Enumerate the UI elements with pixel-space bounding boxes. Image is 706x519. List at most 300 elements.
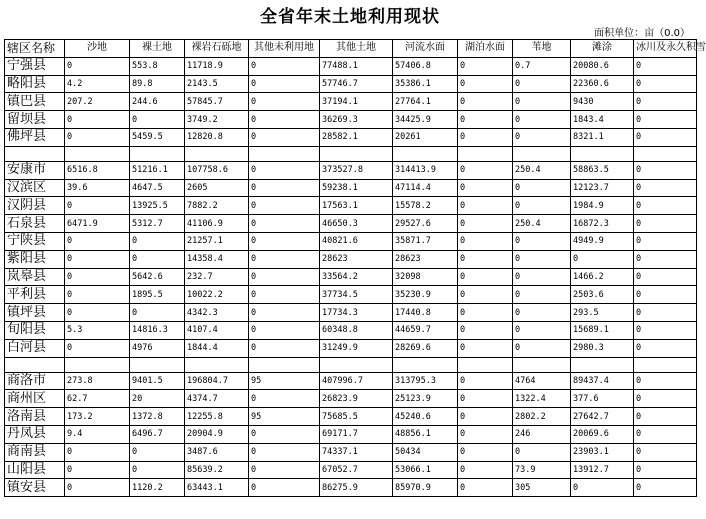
- value-cell: 17563.1: [320, 197, 393, 215]
- table-row: [5, 372, 697, 390]
- table-row: [5, 128, 697, 146]
- value-cell: 51216.1: [130, 161, 185, 179]
- value-cell: 57746.7: [320, 75, 393, 93]
- value-cell: 0: [634, 250, 697, 268]
- value-cell: 0: [458, 179, 513, 197]
- value-cell: 89.8: [130, 75, 185, 93]
- table-row: [5, 111, 697, 129]
- value-cell: 20080.6: [571, 57, 634, 75]
- value-cell: 20261: [393, 128, 458, 146]
- table-row: [5, 461, 697, 479]
- value-cell: 60348.8: [320, 321, 393, 339]
- value-cell: 0: [249, 443, 320, 461]
- district-name-cell: 汉阴县: [5, 197, 65, 215]
- value-cell: 0: [458, 215, 513, 233]
- district-name-cell: 紫阳县: [5, 250, 65, 268]
- value-cell: 69171.7: [320, 425, 393, 443]
- empty-cell: [130, 357, 185, 372]
- value-cell: 0: [634, 93, 697, 111]
- value-cell: 35871.7: [393, 232, 458, 250]
- value-cell: 10022.2: [185, 286, 249, 304]
- district-name-cell: 宁陕县: [5, 232, 65, 250]
- value-cell: 1120.2: [130, 479, 185, 497]
- value-cell: 57406.8: [393, 57, 458, 75]
- value-cell: 0: [513, 75, 571, 93]
- empty-cell: [513, 146, 571, 161]
- value-cell: 0: [513, 93, 571, 111]
- value-cell: 0: [571, 250, 634, 268]
- value-cell: 22360.6: [571, 75, 634, 93]
- value-cell: 9401.5: [130, 372, 185, 390]
- table-row: [5, 215, 697, 233]
- value-cell: 0: [65, 57, 130, 75]
- value-cell: 0: [513, 304, 571, 322]
- district-name-cell: 平利县: [5, 286, 65, 304]
- value-cell: 6516.8: [65, 161, 130, 179]
- value-cell: 0: [634, 425, 697, 443]
- value-cell: 0: [513, 128, 571, 146]
- value-cell: 4976: [130, 339, 185, 357]
- value-cell: 0: [634, 268, 697, 286]
- value-cell: 0: [458, 161, 513, 179]
- value-cell: 313795.3: [393, 372, 458, 390]
- value-cell: 17734.3: [320, 304, 393, 322]
- empty-cell: [571, 146, 634, 161]
- value-cell: 250.4: [513, 215, 571, 233]
- value-cell: 1466.2: [571, 268, 634, 286]
- value-cell: 0: [458, 425, 513, 443]
- empty-cell: [634, 357, 697, 372]
- column-header: 湖泊水面: [458, 40, 513, 58]
- value-cell: 0: [249, 128, 320, 146]
- value-cell: 0: [634, 57, 697, 75]
- value-cell: 47114.4: [393, 179, 458, 197]
- district-name-cell: 汉滨区: [5, 179, 65, 197]
- value-cell: 0: [249, 93, 320, 111]
- value-cell: 4949.9: [571, 232, 634, 250]
- value-cell: 407996.7: [320, 372, 393, 390]
- value-cell: 12255.8: [185, 408, 249, 426]
- value-cell: 0: [458, 128, 513, 146]
- value-cell: 0: [249, 197, 320, 215]
- column-header: 其他土地: [320, 40, 393, 58]
- value-cell: 0: [65, 304, 130, 322]
- value-cell: 0: [458, 197, 513, 215]
- column-header: 其他未利用地: [249, 40, 320, 58]
- value-cell: 0: [513, 250, 571, 268]
- value-cell: 0: [65, 479, 130, 497]
- value-cell: 0: [65, 128, 130, 146]
- value-cell: 0: [249, 250, 320, 268]
- empty-cell: [458, 357, 513, 372]
- value-cell: 0: [634, 304, 697, 322]
- empty-cell: [65, 146, 130, 161]
- value-cell: 25123.9: [393, 390, 458, 408]
- value-cell: 1984.9: [571, 197, 634, 215]
- value-cell: 39.6: [65, 179, 130, 197]
- table-row: [5, 443, 697, 461]
- value-cell: 4374.7: [185, 390, 249, 408]
- value-cell: 0: [130, 250, 185, 268]
- empty-cell: [513, 357, 571, 372]
- district-name-cell: 商州区: [5, 390, 65, 408]
- value-cell: 0: [458, 443, 513, 461]
- value-cell: 377.6: [571, 390, 634, 408]
- column-header: 辖区名称: [5, 40, 65, 58]
- value-cell: 4107.4: [185, 321, 249, 339]
- value-cell: 0: [634, 390, 697, 408]
- value-cell: 0: [634, 111, 697, 129]
- value-cell: 0: [458, 321, 513, 339]
- value-cell: 36269.3: [320, 111, 393, 129]
- district-name-cell: 丹凤县: [5, 425, 65, 443]
- value-cell: 89437.4: [571, 372, 634, 390]
- value-cell: 232.7: [185, 268, 249, 286]
- page-title: 全省年末土地利用现状: [260, 7, 440, 27]
- value-cell: 12123.7: [571, 179, 634, 197]
- value-cell: 0: [249, 268, 320, 286]
- value-cell: 0: [65, 197, 130, 215]
- value-cell: 0: [458, 93, 513, 111]
- value-cell: 0: [130, 111, 185, 129]
- value-cell: 95: [249, 408, 320, 426]
- value-cell: 0: [513, 268, 571, 286]
- value-cell: 85639.2: [185, 461, 249, 479]
- value-cell: 0: [458, 111, 513, 129]
- table-row: [5, 304, 697, 322]
- value-cell: 1322.4: [513, 390, 571, 408]
- value-cell: 77488.1: [320, 57, 393, 75]
- value-cell: 293.5: [571, 304, 634, 322]
- value-cell: 45240.6: [393, 408, 458, 426]
- value-cell: 0: [634, 179, 697, 197]
- value-cell: 28623: [320, 250, 393, 268]
- value-cell: 63443.1: [185, 479, 249, 497]
- value-cell: 0: [513, 232, 571, 250]
- value-cell: 207.2: [65, 93, 130, 111]
- empty-cell: [458, 146, 513, 161]
- table-row: [5, 179, 697, 197]
- value-cell: 15689.1: [571, 321, 634, 339]
- value-cell: 250.4: [513, 161, 571, 179]
- value-cell: 273.8: [65, 372, 130, 390]
- value-cell: 0: [634, 215, 697, 233]
- value-cell: 0: [249, 179, 320, 197]
- value-cell: 0: [249, 161, 320, 179]
- table-row: [5, 250, 697, 268]
- value-cell: 3749.2: [185, 111, 249, 129]
- value-cell: 53066.1: [393, 461, 458, 479]
- value-cell: 28582.1: [320, 128, 393, 146]
- value-cell: 2980.3: [571, 339, 634, 357]
- district-name-cell: 岚皋县: [5, 268, 65, 286]
- district-name-cell: 旬阳县: [5, 321, 65, 339]
- value-cell: 27642.7: [571, 408, 634, 426]
- value-cell: 553.8: [130, 57, 185, 75]
- empty-cell: [571, 357, 634, 372]
- value-cell: 0: [65, 443, 130, 461]
- value-cell: 0: [458, 304, 513, 322]
- value-cell: 0: [458, 408, 513, 426]
- value-cell: 0: [513, 321, 571, 339]
- empty-cell: [5, 146, 65, 161]
- value-cell: 107758.6: [185, 161, 249, 179]
- column-header: 滩涂: [571, 40, 634, 58]
- value-cell: 0: [249, 304, 320, 322]
- value-cell: 1372.8: [130, 408, 185, 426]
- value-cell: 31249.9: [320, 339, 393, 357]
- district-name-cell: 宁强县: [5, 57, 65, 75]
- value-cell: 0: [513, 111, 571, 129]
- empty-cell: [634, 146, 697, 161]
- value-cell: 32098: [393, 268, 458, 286]
- column-header: 裸土地: [130, 40, 185, 58]
- value-cell: 8321.1: [571, 128, 634, 146]
- value-cell: 0: [634, 161, 697, 179]
- value-cell: 2605: [185, 179, 249, 197]
- value-cell: 48856.1: [393, 425, 458, 443]
- table-row: [5, 268, 697, 286]
- value-cell: 0: [634, 479, 697, 497]
- value-cell: 35386.1: [393, 75, 458, 93]
- header-row: [5, 40, 697, 58]
- value-cell: 9430: [571, 93, 634, 111]
- value-cell: 15578.2: [393, 197, 458, 215]
- table-row: [5, 425, 697, 443]
- value-cell: 0: [634, 321, 697, 339]
- value-cell: 67052.7: [320, 461, 393, 479]
- value-cell: 0: [130, 461, 185, 479]
- empty-cell: [320, 357, 393, 372]
- district-name-cell: 镇巴县: [5, 93, 65, 111]
- value-cell: 0: [458, 339, 513, 357]
- empty-cell: [393, 357, 458, 372]
- district-name-cell: 略阳县: [5, 75, 65, 93]
- table-row: [5, 232, 697, 250]
- value-cell: 17440.8: [393, 304, 458, 322]
- value-cell: 0.7: [513, 57, 571, 75]
- value-cell: 4342.3: [185, 304, 249, 322]
- value-cell: 0: [513, 179, 571, 197]
- table-row: [5, 408, 697, 426]
- district-name-cell: 白河县: [5, 339, 65, 357]
- value-cell: 0: [458, 372, 513, 390]
- value-cell: 0: [458, 232, 513, 250]
- value-cell: 12820.8: [185, 128, 249, 146]
- value-cell: 0: [634, 408, 697, 426]
- value-cell: 20069.6: [571, 425, 634, 443]
- value-cell: 40821.6: [320, 232, 393, 250]
- empty-cell: [249, 146, 320, 161]
- value-cell: 1844.4: [185, 339, 249, 357]
- value-cell: 26823.9: [320, 390, 393, 408]
- value-cell: 16872.3: [571, 215, 634, 233]
- table-row: [5, 390, 697, 408]
- empty-cell: [320, 146, 393, 161]
- value-cell: 7882.2: [185, 197, 249, 215]
- value-cell: 0: [458, 57, 513, 75]
- value-cell: 44659.7: [393, 321, 458, 339]
- value-cell: 13912.7: [571, 461, 634, 479]
- value-cell: 196804.7: [185, 372, 249, 390]
- spacer-row: [5, 146, 697, 161]
- value-cell: 62.7: [65, 390, 130, 408]
- value-cell: 0: [634, 339, 697, 357]
- empty-cell: [130, 146, 185, 161]
- value-cell: 0: [634, 443, 697, 461]
- value-cell: 74337.1: [320, 443, 393, 461]
- value-cell: 14816.3: [130, 321, 185, 339]
- district-name-cell: 佛坪县: [5, 128, 65, 146]
- empty-cell: [185, 146, 249, 161]
- land-use-table: [4, 39, 706, 497]
- column-header: 河流水面: [393, 40, 458, 58]
- value-cell: 0: [130, 304, 185, 322]
- value-cell: 0: [249, 286, 320, 304]
- value-cell: 1895.5: [130, 286, 185, 304]
- value-cell: 0: [634, 232, 697, 250]
- value-cell: 5642.6: [130, 268, 185, 286]
- value-cell: 20: [130, 390, 185, 408]
- value-cell: 0: [513, 443, 571, 461]
- value-cell: 0: [249, 75, 320, 93]
- column-header: 苇地: [513, 40, 571, 58]
- value-cell: 0: [513, 197, 571, 215]
- empty-cell: [185, 357, 249, 372]
- empty-cell: [65, 357, 130, 372]
- value-cell: 0: [65, 111, 130, 129]
- value-cell: 9.4: [65, 425, 130, 443]
- value-cell: 0: [458, 286, 513, 304]
- value-cell: 4764: [513, 372, 571, 390]
- district-name-cell: 商洛市: [5, 372, 65, 390]
- value-cell: 85970.9: [393, 479, 458, 497]
- value-cell: 37734.5: [320, 286, 393, 304]
- value-cell: 6471.9: [65, 215, 130, 233]
- value-cell: 28623: [393, 250, 458, 268]
- value-cell: 2503.6: [571, 286, 634, 304]
- district-name-cell: 安康市: [5, 161, 65, 179]
- table-row: [5, 339, 697, 357]
- value-cell: 0: [571, 479, 634, 497]
- value-cell: 173.2: [65, 408, 130, 426]
- district-name-cell: 镇安县: [5, 479, 65, 497]
- value-cell: 4.2: [65, 75, 130, 93]
- value-cell: 59238.1: [320, 179, 393, 197]
- value-cell: 0: [65, 339, 130, 357]
- value-cell: 33564.2: [320, 268, 393, 286]
- value-cell: 244.6: [130, 93, 185, 111]
- value-cell: 57845.7: [185, 93, 249, 111]
- table-row: [5, 479, 697, 497]
- value-cell: 246: [513, 425, 571, 443]
- value-cell: 95: [249, 372, 320, 390]
- table-row: [5, 93, 697, 111]
- unit-label: 面积单位：亩（0.0）: [594, 28, 690, 39]
- value-cell: 73.9: [513, 461, 571, 479]
- value-cell: 0: [458, 390, 513, 408]
- value-cell: 23903.1: [571, 443, 634, 461]
- value-cell: 0: [513, 286, 571, 304]
- value-cell: 305: [513, 479, 571, 497]
- value-cell: 37194.1: [320, 93, 393, 111]
- district-name-cell: 山阳县: [5, 461, 65, 479]
- value-cell: 0: [458, 250, 513, 268]
- value-cell: 0: [130, 443, 185, 461]
- value-cell: 34425.9: [393, 111, 458, 129]
- column-header: 裸岩石砾地: [185, 40, 249, 58]
- district-name-cell: 石泉县: [5, 215, 65, 233]
- value-cell: 21257.1: [185, 232, 249, 250]
- value-cell: 3487.6: [185, 443, 249, 461]
- value-cell: 0: [634, 197, 697, 215]
- value-cell: 0: [249, 232, 320, 250]
- empty-cell: [5, 357, 65, 372]
- value-cell: 314413.9: [393, 161, 458, 179]
- value-cell: 0: [634, 75, 697, 93]
- value-cell: 0: [634, 372, 697, 390]
- district-name-cell: 商南县: [5, 443, 65, 461]
- value-cell: 0: [249, 215, 320, 233]
- empty-cell: [249, 357, 320, 372]
- table-row: [5, 197, 697, 215]
- value-cell: 373527.8: [320, 161, 393, 179]
- value-cell: 0: [634, 128, 697, 146]
- value-cell: 58863.5: [571, 161, 634, 179]
- value-cell: 13925.5: [130, 197, 185, 215]
- value-cell: 0: [634, 286, 697, 304]
- value-cell: 0: [249, 390, 320, 408]
- value-cell: 0: [458, 461, 513, 479]
- column-header: 冰川及永久积雪: [634, 40, 697, 58]
- district-name-cell: 留坝县: [5, 111, 65, 129]
- value-cell: 0: [458, 268, 513, 286]
- spacer-row: [5, 357, 697, 372]
- value-cell: 50434: [393, 443, 458, 461]
- value-cell: 5312.7: [130, 215, 185, 233]
- value-cell: 29527.6: [393, 215, 458, 233]
- value-cell: 5.3: [65, 321, 130, 339]
- value-cell: 14358.4: [185, 250, 249, 268]
- value-cell: 0: [65, 461, 130, 479]
- value-cell: 0: [65, 232, 130, 250]
- column-header: 沙地: [65, 40, 130, 58]
- value-cell: 0: [65, 268, 130, 286]
- value-cell: 20904.9: [185, 425, 249, 443]
- table-row: [5, 286, 697, 304]
- value-cell: 11718.9: [185, 57, 249, 75]
- value-cell: 0: [130, 232, 185, 250]
- value-cell: 0: [634, 461, 697, 479]
- value-cell: 0: [249, 425, 320, 443]
- value-cell: 0: [249, 461, 320, 479]
- value-cell: 0: [249, 339, 320, 357]
- table-row: [5, 57, 697, 75]
- value-cell: 0: [513, 339, 571, 357]
- value-cell: 5459.5: [130, 128, 185, 146]
- value-cell: 41106.9: [185, 215, 249, 233]
- value-cell: 28269.6: [393, 339, 458, 357]
- district-name-cell: 洛南县: [5, 408, 65, 426]
- value-cell: 27764.1: [393, 93, 458, 111]
- empty-cell: [393, 146, 458, 161]
- value-cell: 0: [249, 111, 320, 129]
- value-cell: 0: [458, 75, 513, 93]
- value-cell: 0: [249, 57, 320, 75]
- table-body: [5, 40, 706, 497]
- value-cell: 2802.2: [513, 408, 571, 426]
- district-name-cell: 镇坪县: [5, 304, 65, 322]
